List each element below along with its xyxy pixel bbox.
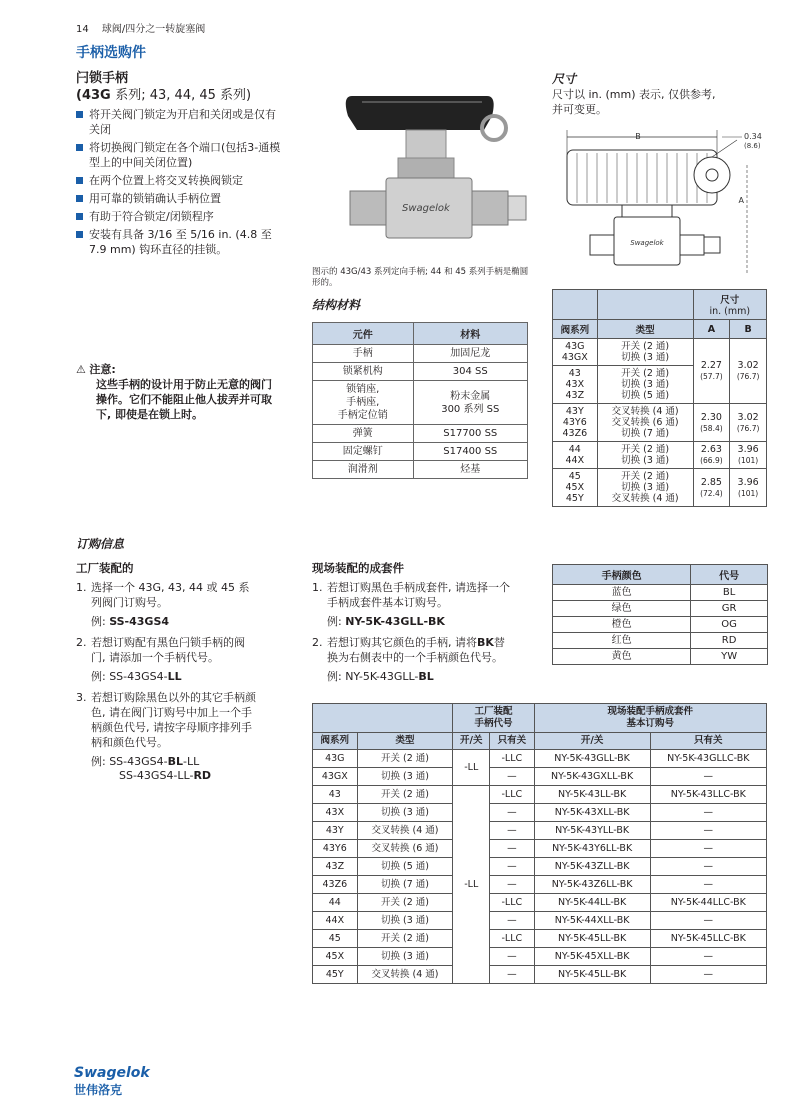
kit-row [313,786,767,804]
dim-type: 开关 (2 通) 切换 (3 通) 交叉转换 (4 通) [597,469,693,507]
color-row [553,633,768,649]
kit-field-onlyoff: — [650,804,766,822]
kit-series: 43G [313,750,358,768]
kit-field-onoff: NY-5K-43GXLL-BK [534,768,650,786]
kit-factory-onoff: -LL [453,786,490,984]
dim-a: 2.27 (57.7) [693,339,730,404]
dim-row [553,339,767,366]
kit-factory-onlyoff: — [490,804,535,822]
materials-row [313,381,528,425]
dim-row [553,469,767,507]
dim-b: 3.96 (101) [730,469,767,507]
material-component: 锁销座, 手柄座, 手柄定位销 [313,381,414,425]
product-block [76,70,281,260]
material-component: 弹簧 [313,425,414,443]
factory-step: 1. 选择一个 43G, 43, 44 或 45 系列阀门订购号。 例: SS-43GS4 [76,580,286,629]
materials-row [313,363,528,381]
product-title: 闩锁手柄 [76,71,129,86]
kit-field-onlyoff: — [650,858,766,876]
kit-field-onoff: NY-5K-45XLL-BK [534,948,650,966]
material-component: 润滑剂 [313,461,414,479]
factory-assembled [76,560,286,782]
product-subtitle: (43G 系列; 43, 44, 45 系列) [76,88,252,103]
materials-table [312,322,528,479]
page-number: 14 [76,24,89,35]
kit-row [313,804,767,822]
kit-row [313,858,767,876]
kit-type: 交叉转换 (4 通) [357,966,453,984]
material-component: 手柄 [313,345,414,363]
materials-header-material: 材料 [413,323,527,345]
dim-type: 开关 (2 通) 切换 (3 通) 切换 (5 通) [597,366,693,404]
kit-field-onlyoff: NY-5K-43LLC-BK [650,786,766,804]
svg-text:0.34: 0.34 [744,132,762,141]
feature-item: 有助于符合锁定/闭锁程序 [76,209,281,224]
swagelok-logo: Swagelok 世伟洛克 [74,1065,150,1097]
dim-b: 3.02 (76.7) [730,404,767,442]
kit-series: 43Z [313,858,358,876]
kit-type: 切换 (3 通) [357,768,453,786]
svg-text:Swagelok: Swagelok [630,239,664,247]
dimensions-note: 尺寸以 in. (mm) 表示, 仅供参考, 并可变更。 [552,88,716,116]
kit-series: 45 [313,930,358,948]
feature-list [76,107,281,257]
kit-factory-onoff: -LL [453,750,490,786]
kit-col-type: 类型 [357,733,453,750]
kit-series: 43GX [313,768,358,786]
kit-col-series: 阀系列 [313,733,358,750]
dimensions-title: 尺寸 [552,72,577,86]
kit-field-onoff: NY-5K-45LL-BK [534,966,650,984]
dimensions-table [552,289,767,507]
kit-field-onlyoff: NY-5K-45LLC-BK [650,930,766,948]
color-code: OG [691,617,768,633]
kit-series: 43X [313,804,358,822]
kit-field-onoff: NY-5K-43YLL-BK [534,822,650,840]
section-title: 手柄选购件 [76,45,146,61]
caution-text: 这些手柄的设计用于防止无意的阀门操作。它们不能阻止他人拔弄并可取下, 即使是在锁上时。 [96,378,272,421]
materials-row [313,461,528,479]
color-row [553,617,768,633]
kit-type: 开关 (2 通) [357,750,453,768]
kit-factory-onlyoff: -LLC [490,894,535,912]
kit-field-onlyoff: — [650,768,766,786]
kit-col-field-onoff: 开/关 [534,733,650,750]
kit-series: 43Y6 [313,840,358,858]
kit-type: 交叉转换 (4 通) [357,822,453,840]
kit-factory-onlyoff: — [490,858,535,876]
svg-text:B: B [635,132,641,141]
kit-series: 44 [313,894,358,912]
kit-type: 开关 (2 通) [357,786,453,804]
factory-step: 3. 若想订购除黑色以外的其它手柄颜色, 请在阀门订购号中加上一个手柄颜色代号, 请按字母顺序排列手柄和颜色代号。 例: SS-43GS4-BL-LL [76,690,286,769]
kit-type: 切换 (3 通) [357,948,453,966]
kit-type: 切换 (3 通) [357,912,453,930]
kit-row [313,948,767,966]
kit-row [313,876,767,894]
dim-col-b: B [730,320,767,339]
kit-type: 切换 (3 通) [357,804,453,822]
color-header-color: 手柄颜色 [553,565,691,585]
kit-row [313,822,767,840]
dimension-drawing [552,125,772,285]
color-table [552,564,768,665]
kit-field-onlyoff: — [650,948,766,966]
dim-b: 3.96 (101) [730,442,767,469]
feature-item: 用可靠的锁销确认手柄位置 [76,191,281,206]
factory-example-2: SS-43GS4-LL-RD [119,769,212,782]
valve-image [312,66,534,266]
kit-factory-onlyoff: — [490,948,535,966]
dim-series: 43G 43GX [553,339,598,366]
header-title: 球阀/四分之一转旋塞阀 [101,24,206,35]
dim-header: 尺寸 in. (mm) [693,290,766,320]
kit-type: 交叉转换 (6 通) [357,840,453,858]
factory-steps [76,580,286,769]
kit-field-onoff: NY-5K-43Y6LL-BK [534,840,650,858]
factory-step: 2. 若想订购配有黑色闩锁手柄的阀门, 请添加一个手柄代号。 例: SS-43GS4-LL [76,635,286,684]
dim-col-series: 阀系列 [553,320,598,339]
dim-series: 44 44X [553,442,598,469]
kit-row [313,894,767,912]
dim-series: 43Y 43Y6 43Z6 [553,404,598,442]
kit-factory-onlyoff: — [490,822,535,840]
kit-field-onoff: NY-5K-43Z6LL-BK [534,876,650,894]
kit-field-onoff: NY-5K-43GLL-BK [534,750,650,768]
materials-header-component: 元件 [313,323,414,345]
field-steps [312,580,542,684]
material-value: S17700 SS [413,425,527,443]
color-name: 蓝色 [553,585,691,601]
kit-row [313,930,767,948]
dim-col-a: A [693,320,730,339]
field-step: 1. 若想订购黑色手柄成套件, 请选择一个手柄成套件基本订购号。 例: NY-5K-43GLL-BK [312,580,542,629]
kit-type: 开关 (2 通) [357,894,453,912]
kit-field-onlyoff: NY-5K-44LLC-BK [650,894,766,912]
material-value: 粉末金属 300 系列 SS [413,381,527,425]
svg-text:A: A [738,196,744,205]
color-header-code: 代号 [691,565,768,585]
kit-row [313,768,767,786]
material-component: 锁紧机构 [313,363,414,381]
ordering-title: 订购信息 [76,537,125,551]
color-code: GR [691,601,768,617]
material-value: 304 SS [413,363,527,381]
dim-a: 2.85 (72.4) [693,469,730,507]
warning-icon: ⚠ [76,363,86,376]
color-code: RD [691,633,768,649]
kit-field-onoff: NY-5K-44LL-BK [534,894,650,912]
kit-col-onoff: 开/关 [453,733,490,750]
material-value: 烃基 [413,461,527,479]
color-code: YW [691,649,768,665]
svg-text:(8.6): (8.6) [744,142,761,150]
dim-a: 2.63 (66.9) [693,442,730,469]
field-example: 例: NY-5K-43GLL-BL [327,670,434,683]
feature-item: 将开关阀门锁定为开启和关闭或是仅有关闭 [76,107,281,137]
kit-factory-onlyoff: — [490,768,535,786]
color-row [553,601,768,617]
factory-example: 例: SS-43GS4-BL-LL [91,755,200,768]
kit-field-onlyoff: — [650,822,766,840]
kit-col-field-onlyoff: 只有关 [650,733,766,750]
dim-type: 开关 (2 通) 切换 (3 通) [597,442,693,469]
kit-factory-onlyoff: — [490,912,535,930]
dim-type: 交叉转换 (4 通) 交叉转换 (6 通) 切换 (7 通) [597,404,693,442]
kit-factory-onlyoff: — [490,840,535,858]
kit-type: 切换 (5 通) [357,858,453,876]
kit-row [313,750,767,768]
kit-field-onlyoff: — [650,840,766,858]
color-name: 绿色 [553,601,691,617]
kit-factory-onlyoff: — [490,966,535,984]
kit-factory-onlyoff: — [490,876,535,894]
color-code: BL [691,585,768,601]
dimensions-block [552,70,772,117]
color-name: 黄色 [553,649,691,665]
kit-field-onlyoff: — [650,912,766,930]
kit-table [312,703,767,984]
kit-series: 44X [313,912,358,930]
field-step: 2. 若想订购其它颜色的手柄, 请将BK替换为右侧表中的一个手柄颜色代号。 例: NY-5K-43GLL-BL [312,635,542,684]
kit-field-onoff: NY-5K-45LL-BK [534,930,650,948]
feature-item: 安装有具备 3/16 至 5/16 in. (4.8 至 7.9 mm) 钩环直径的挂锁。 [76,227,281,257]
kit-field-onoff: NY-5K-43LL-BK [534,786,650,804]
kit-row [313,840,767,858]
dim-col-type: 类型 [597,320,693,339]
field-title: 现场装配的成套件 [312,561,404,575]
dim-row [553,442,767,469]
dim-row [553,404,767,442]
kit-type: 开关 (2 通) [357,930,453,948]
caution-note [76,362,276,422]
caution-label: 注意: [89,363,116,376]
kit-series: 45Y [313,966,358,984]
kit-header-field: 现场装配手柄成套件 基本订购号 [534,704,766,733]
field-example: 例: NY-5K-43GLL-BK [327,615,445,628]
material-value: S17400 SS [413,443,527,461]
factory-title: 工厂装配的 [76,561,134,575]
kit-field-onlyoff: — [650,966,766,984]
field-assembled [312,560,542,690]
dim-series: 43 43X 43Z [553,366,598,404]
kit-row [313,966,767,984]
kit-series: 43Z6 [313,876,358,894]
kit-col-onlyoff: 只有关 [490,733,535,750]
color-row [553,585,768,601]
kit-row [313,912,767,930]
materials-title: 结构材料 [312,298,361,312]
kit-field-onoff: NY-5K-43ZLL-BK [534,858,650,876]
material-component: 固定螺钉 [313,443,414,461]
color-row [553,649,768,665]
kit-series: 43Y [313,822,358,840]
image-caption: 图示的 43G/43 系列定向手柄; 44 和 45 系列手柄是椭圆形的。 [312,267,529,288]
kit-series: 45X [313,948,358,966]
color-name: 红色 [553,633,691,649]
materials-row [313,425,528,443]
dim-series: 45 45X 45Y [553,469,598,507]
kit-series: 43 [313,786,358,804]
kit-field-onlyoff: NY-5K-43GLLC-BK [650,750,766,768]
feature-item: 在两个位置上将交叉转换阀锁定 [76,173,281,188]
dim-type: 开关 (2 通) 切换 (3 通) [597,339,693,366]
kit-field-onoff: NY-5K-44XLL-BK [534,912,650,930]
kit-factory-onlyoff: -LLC [490,750,535,768]
kit-type: 切换 (7 通) [357,876,453,894]
factory-example: 例: SS-43GS4-LL [91,670,182,683]
dim-a: 2.30 (58.4) [693,404,730,442]
kit-field-onoff: NY-5K-43XLL-BK [534,804,650,822]
dim-b: 3.02 (76.7) [730,339,767,404]
color-name: 橙色 [553,617,691,633]
kit-factory-onlyoff: -LLC [490,786,535,804]
kit-header-factory: 工厂装配 手柄代号 [453,704,534,733]
feature-item: 将切换阀门锁定在各个端口(包括3-通模型上的中间关闭位置) [76,140,281,170]
factory-example: 例: SS-43GS4 [91,615,170,628]
kit-field-onlyoff: — [650,876,766,894]
materials-row [313,345,528,363]
kit-factory-onlyoff: -LLC [490,930,535,948]
page-header [76,20,205,35]
material-value: 加固尼龙 [413,345,527,363]
svg-text:Swagelok: Swagelok [402,203,450,214]
materials-row [313,443,528,461]
